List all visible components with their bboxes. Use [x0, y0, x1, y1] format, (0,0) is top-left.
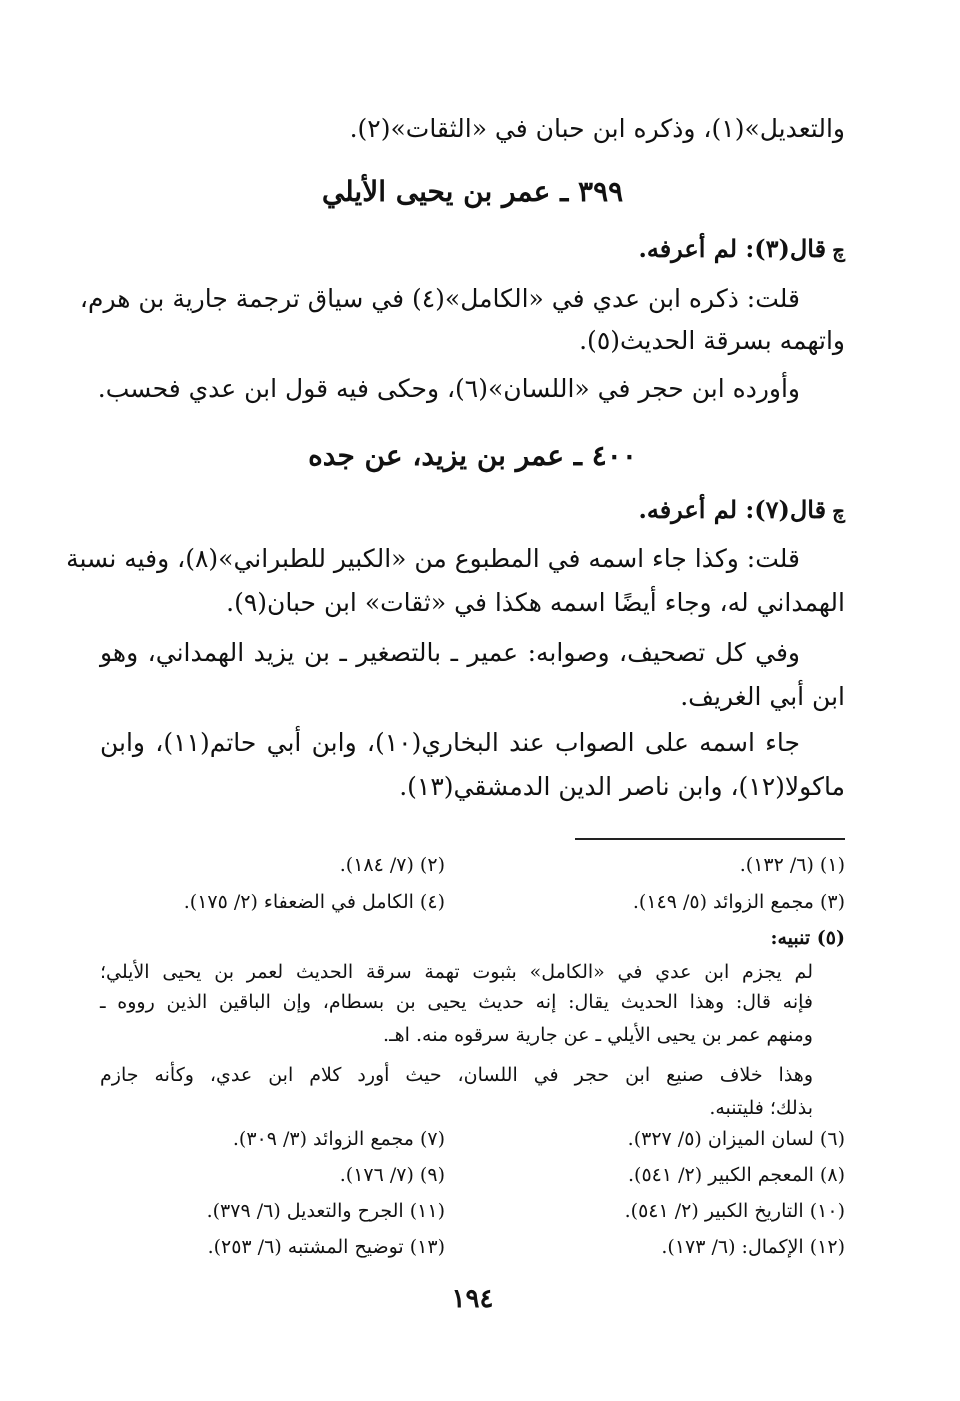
footnote-13: (١٣) توضيح المشتبه (٦/ ٢٥٣).: [207, 1236, 445, 1258]
footnote-5-line: فإنه قال: وهذا الحديث يقال: إنه حديث يحيى بن بسطام، وإن الباقين الذين رووه ـ: [100, 991, 813, 1013]
qal-text: قال(٣): لم أعرفه.: [638, 234, 827, 263]
footnote-12: (١٢) الإكمال: (٦/ ١٧٣).: [661, 1236, 845, 1258]
paragraph-line: قلت: وكذا جاء اسمه في المطبوع من «الكبير للطبراني»(٨)، وفيه نسبة: [66, 544, 800, 573]
footnote-10: (١٠) التاريخ الكبير (٢/ ٥٤١).: [624, 1200, 845, 1222]
qal-line-400: [638, 493, 845, 528]
page-number: ١٩٤: [451, 1284, 494, 1314]
footnote-4: (٤) الكامل في الضعفاء (٢/ ١٧٥).: [183, 891, 445, 913]
footnote-2: (٢) (٧/ ١٨٤).: [339, 854, 445, 876]
footnote-8: (٨) المعجم الكبير (٢/ ٥٤١).: [628, 1164, 845, 1186]
footnote-6: (٦) لسان الميزان (٥/ ٣٢٧).: [627, 1128, 845, 1150]
qal-text: قال(٧): لم أعرفه.: [638, 495, 827, 524]
footnote-5-line: ومنهم عمر بن يحيى الأيلي ـ عن جارية سرقوه منه. اهـ.: [383, 1024, 813, 1046]
paragraph-line: ماكولا(١٢)، وابن ناصر الدين الدمشقي(١٣).: [399, 772, 845, 801]
paragraph-line: الهمداني له، وجاء أيضًا اسمه هكذا في «ثقات» ابن حبان(٩).: [226, 588, 845, 617]
footnote-5: (٥) تنبيه:: [770, 927, 845, 949]
footnote-11: (١١) الجرح والتعديل (٦/ ٣٧٩).: [206, 1200, 445, 1222]
bullet-icon: ﭺ: [832, 499, 845, 523]
entry-heading-400: ٤٠٠ ـ عمر بن يزيد، عن جده: [308, 439, 637, 472]
footnote-5-line: لم يجزم ابن عدي في «الكامل» بثبوت تهمة سرقة الحديث لعمر بن يحيى الأيلي؛: [100, 961, 813, 983]
paragraph-line: وأورده ابن حجر في «اللسان»(٦)، وحكى فيه قول ابن عدي فحسب.: [97, 374, 800, 403]
bullet-icon: ﭺ: [832, 238, 845, 262]
footnote-5-line: وهذا خلاف صنيع ابن حجر في اللسان، حيث أورد كلام ابن عدي، وكأنه جازم: [100, 1064, 813, 1086]
footnote-9: (٩) (٧/ ١٧٦).: [339, 1164, 445, 1186]
footnote-divider: [575, 838, 845, 840]
footnote-7: (٧) مجمع الزوائد (٣/ ٣٠٩).: [232, 1128, 445, 1150]
continuation-line: والتعديل»(١)، وذكره ابن حبان في «الثقات»(٢).: [349, 114, 845, 143]
book-page: [66, 0, 845, 1401]
qal-line-399: [638, 232, 845, 267]
footnote-5-line: بذلك؛ فليتنبه.: [709, 1097, 813, 1119]
entry-heading-399: ٣٩٩ ـ عمر بن يحيى الأيلي: [321, 175, 624, 208]
paragraph-line: وفي كل تصحيف، وصوابه: عمير ـ بالتصغير ـ بن يزيد الهمداني، وهو: [100, 638, 800, 667]
footnote-3: (٣) مجمع الزوائد (٥/ ١٤٩).: [632, 891, 845, 913]
paragraph-line: واتهمه بسرقة الحديث(٥).: [579, 326, 845, 355]
footnote-1: (١) (٦/ ١٣٢).: [739, 854, 845, 876]
paragraph-line: ابن أبي الغريف.: [680, 682, 845, 711]
paragraph-line: جاء اسمه على الصواب عند البخاري(١٠)، وابن أبي حاتم(١١)، وابن: [100, 728, 800, 757]
paragraph-line: قلت: ذكره ابن عدي في «الكامل»(٤) في سياق ترجمة جارية بن هرم،: [79, 284, 800, 313]
